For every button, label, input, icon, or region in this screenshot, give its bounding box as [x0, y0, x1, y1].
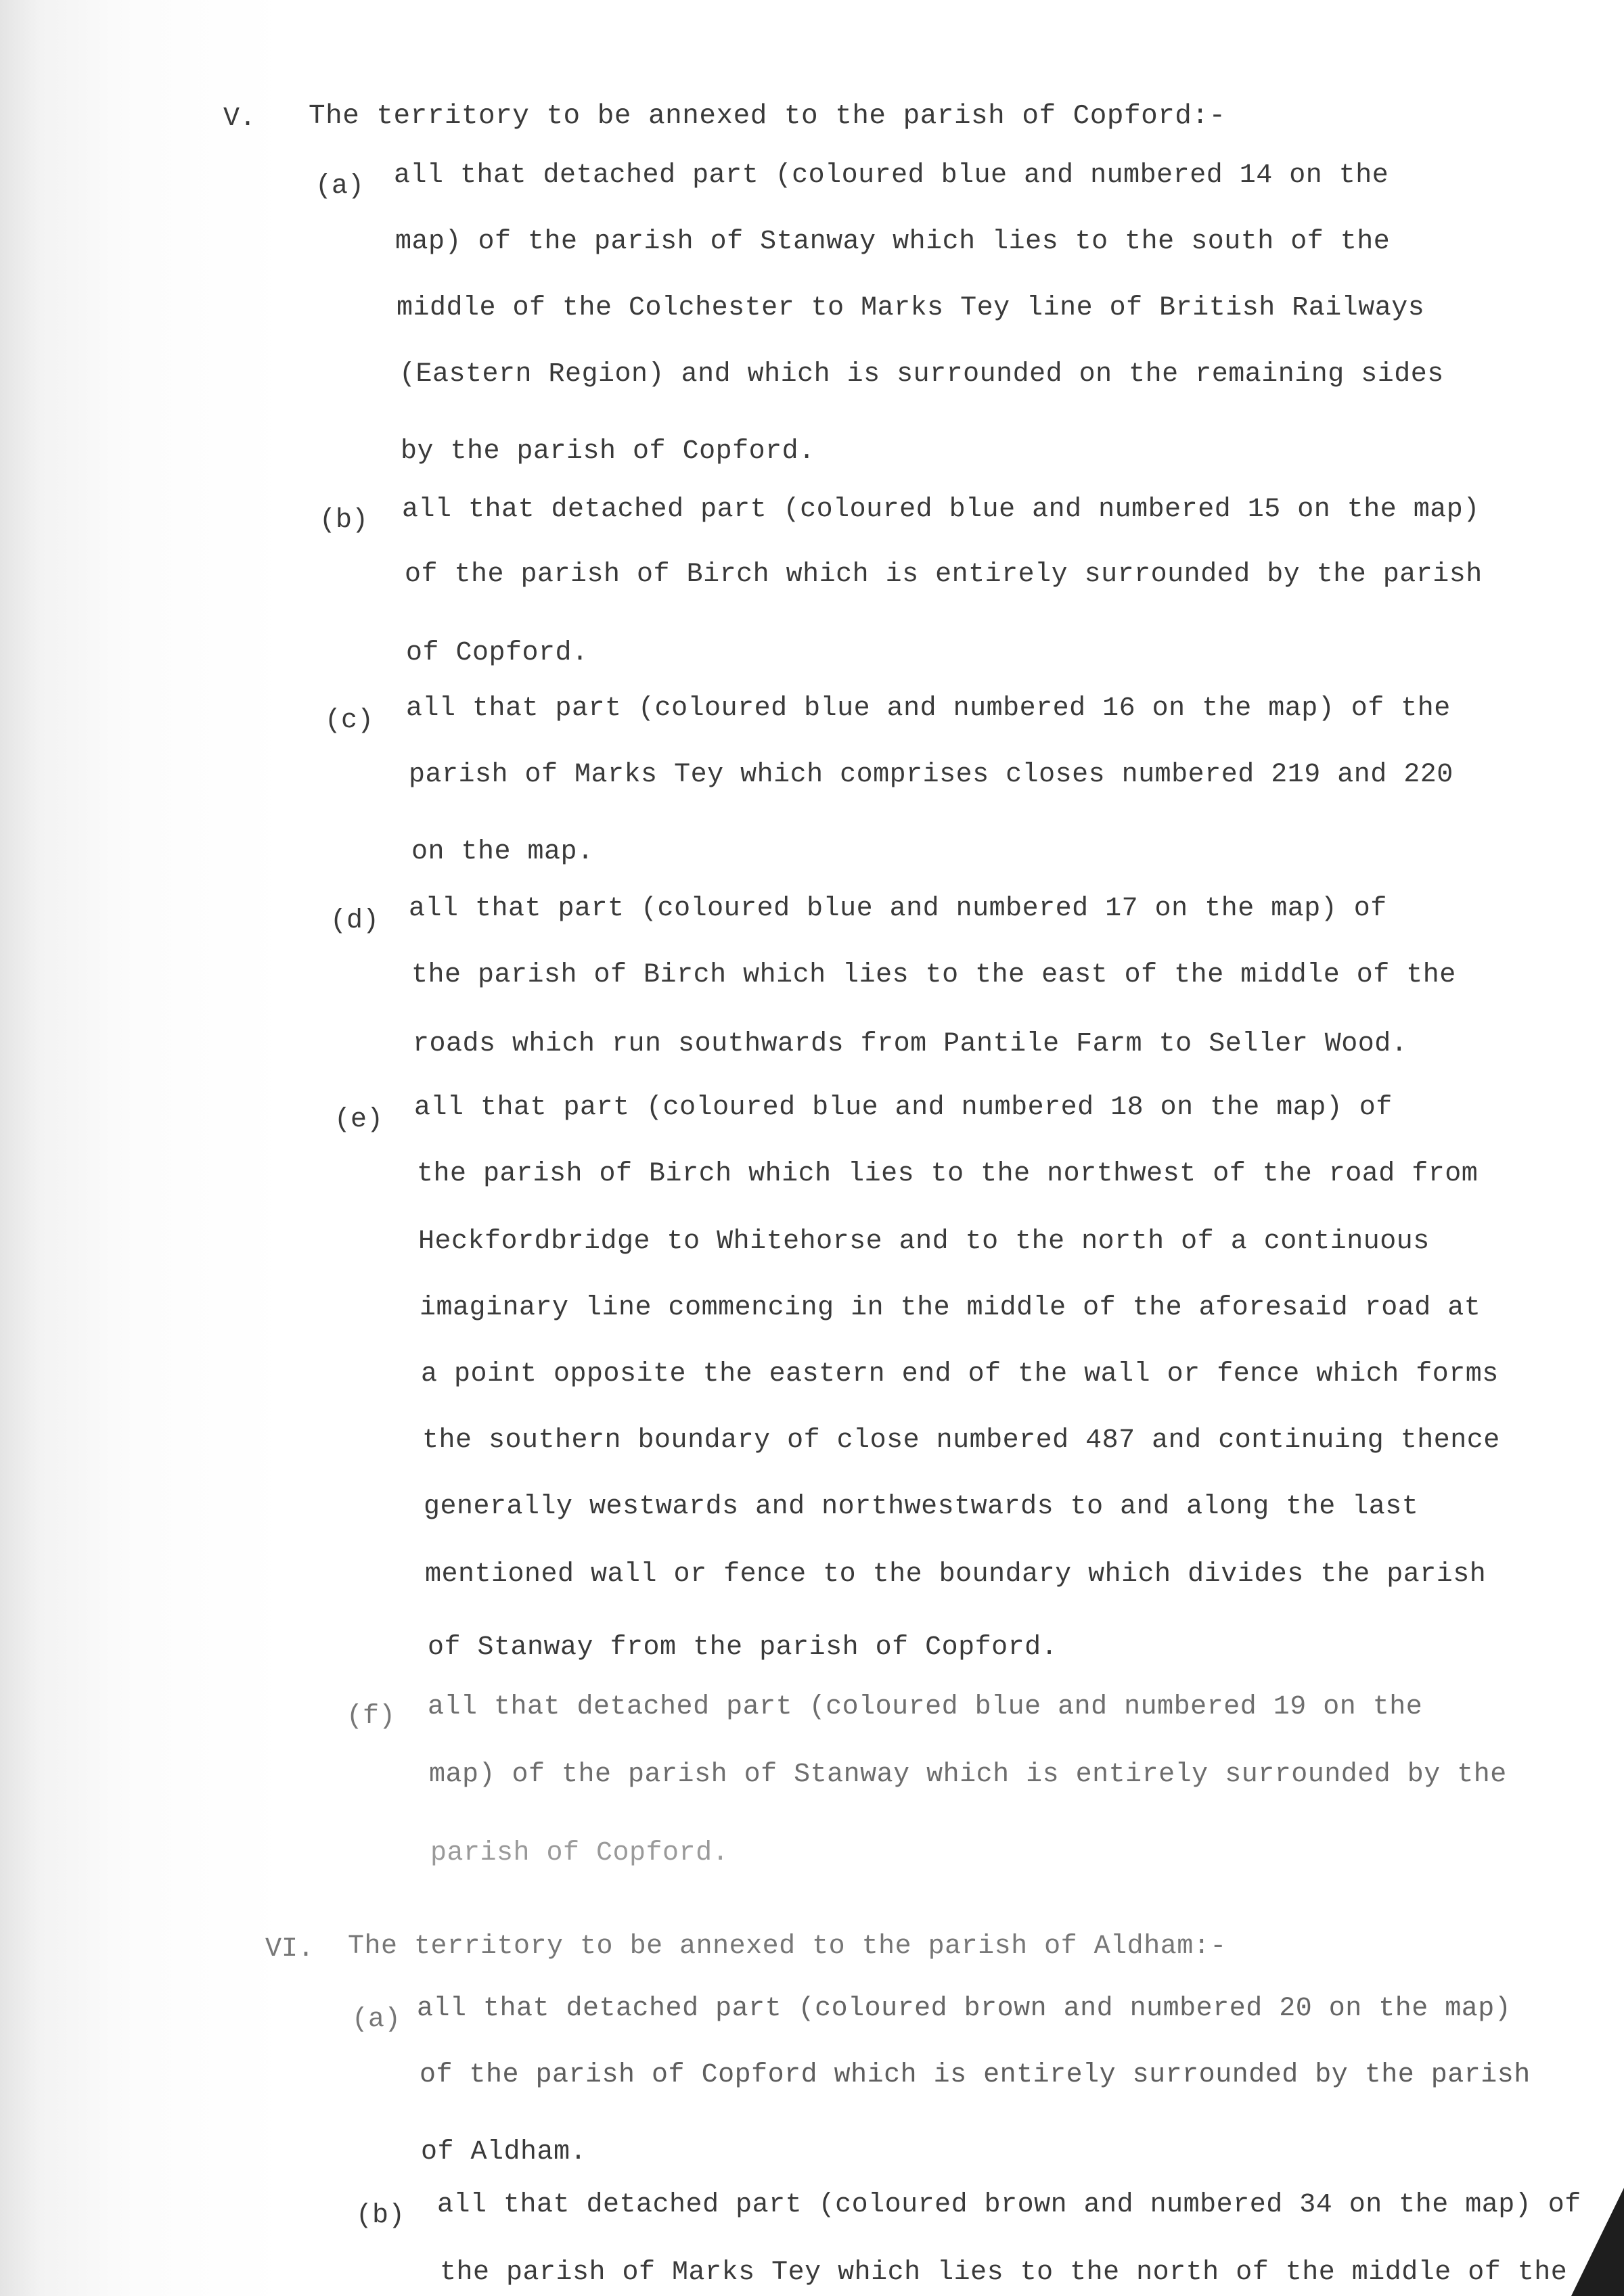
item-line: all that detached part (coloured blue and numbered 19 on the — [428, 1692, 1423, 1722]
item-line: parish of Copford. — [430, 1838, 729, 1868]
section-heading: The territory to be annexed to the parish of Copford:- — [309, 101, 1226, 132]
item-line: of Aldham. — [421, 2137, 587, 2167]
item-line: (Eastern Region) and which is surrounded on the remaining sides — [399, 359, 1444, 390]
item-line: parish of Marks Tey which comprises closes numbered 219 and 220 — [409, 760, 1453, 790]
section-heading: The territory to be annexed to the parish of Aldham:- — [348, 1931, 1227, 1962]
item-line: all that detached part (coloured blue and numbered 15 on the map) — [402, 495, 1480, 525]
item-line: of the parish of Birch which is entirely surrounded by the parish — [405, 559, 1483, 590]
item-line: of the parish of Copford which is entirely surrounded by the parish — [420, 2060, 1531, 2090]
item-label: (a) — [315, 171, 365, 202]
item-line: a point opposite the eastern end of the wall or fence which forms — [421, 1359, 1499, 1390]
item-line: of Stanway from the parish of Copford. — [428, 1632, 1058, 1663]
item-line: the parish of Birch which lies to the northwest of the road from — [417, 1159, 1479, 1189]
item-line: the parish of Marks Tey which lies to the north of the middle of the — [440, 2257, 1568, 2288]
item-line: roads which run southwards from Pantile Farm to Seller Wood. — [413, 1029, 1408, 1059]
section-number: VI. — [265, 1934, 315, 1965]
item-line: of Copford. — [406, 638, 589, 668]
item-label: (a) — [352, 2004, 401, 2035]
item-line: map) of the parish of Stanway which is entirely surrounded by the — [429, 1760, 1507, 1790]
item-label: (c) — [325, 706, 374, 736]
item-line: all that part (coloured blue and numbered 17 on the map) of — [409, 894, 1387, 924]
item-label: (d) — [330, 906, 380, 936]
page-corner-shadow — [1571, 2188, 1624, 2296]
item-label: (f) — [346, 1701, 396, 1732]
item-line: map) of the parish of Stanway which lies to the south of the — [395, 227, 1391, 257]
item-line: middle of the Colchester to Marks Tey line of British Railways — [397, 293, 1425, 323]
item-line: Heckfordbridge to Whitehorse and to the north of a continuous — [418, 1226, 1430, 1257]
item-line: all that detached part (coloured brown and numbered 34 on the map) of — [437, 2190, 1581, 2220]
item-line: generally westwards and northwestwards to and along the last — [424, 1492, 1419, 1522]
item-line: all that part (coloured blue and numbered 16 on the map) of the — [406, 693, 1451, 724]
item-label: (e) — [334, 1105, 384, 1135]
section-number: V. — [223, 104, 256, 134]
item-line: all that part (coloured blue and numbered 18 on the map) of — [414, 1093, 1393, 1123]
item-line: the parish of Birch which lies to the east of the middle of the — [411, 960, 1456, 990]
item-line: all that detached part (coloured brown and numbered 20 on the map) — [417, 1994, 1512, 2024]
item-line: by the parish of Copford. — [401, 436, 815, 467]
item-line: all that detached part (coloured blue and numbered 14 on the — [394, 160, 1389, 191]
item-line: imaginary line commencing in the middle of the aforesaid road at — [420, 1293, 1481, 1323]
item-label: (b) — [319, 505, 369, 536]
item-line: on the map. — [411, 837, 594, 867]
item-line: the southern boundary of close numbered 487 and continuing thence — [422, 1425, 1500, 1456]
item-label: (b) — [356, 2201, 405, 2231]
item-line: mentioned wall or fence to the boundary which divides the parish — [425, 1559, 1487, 1590]
